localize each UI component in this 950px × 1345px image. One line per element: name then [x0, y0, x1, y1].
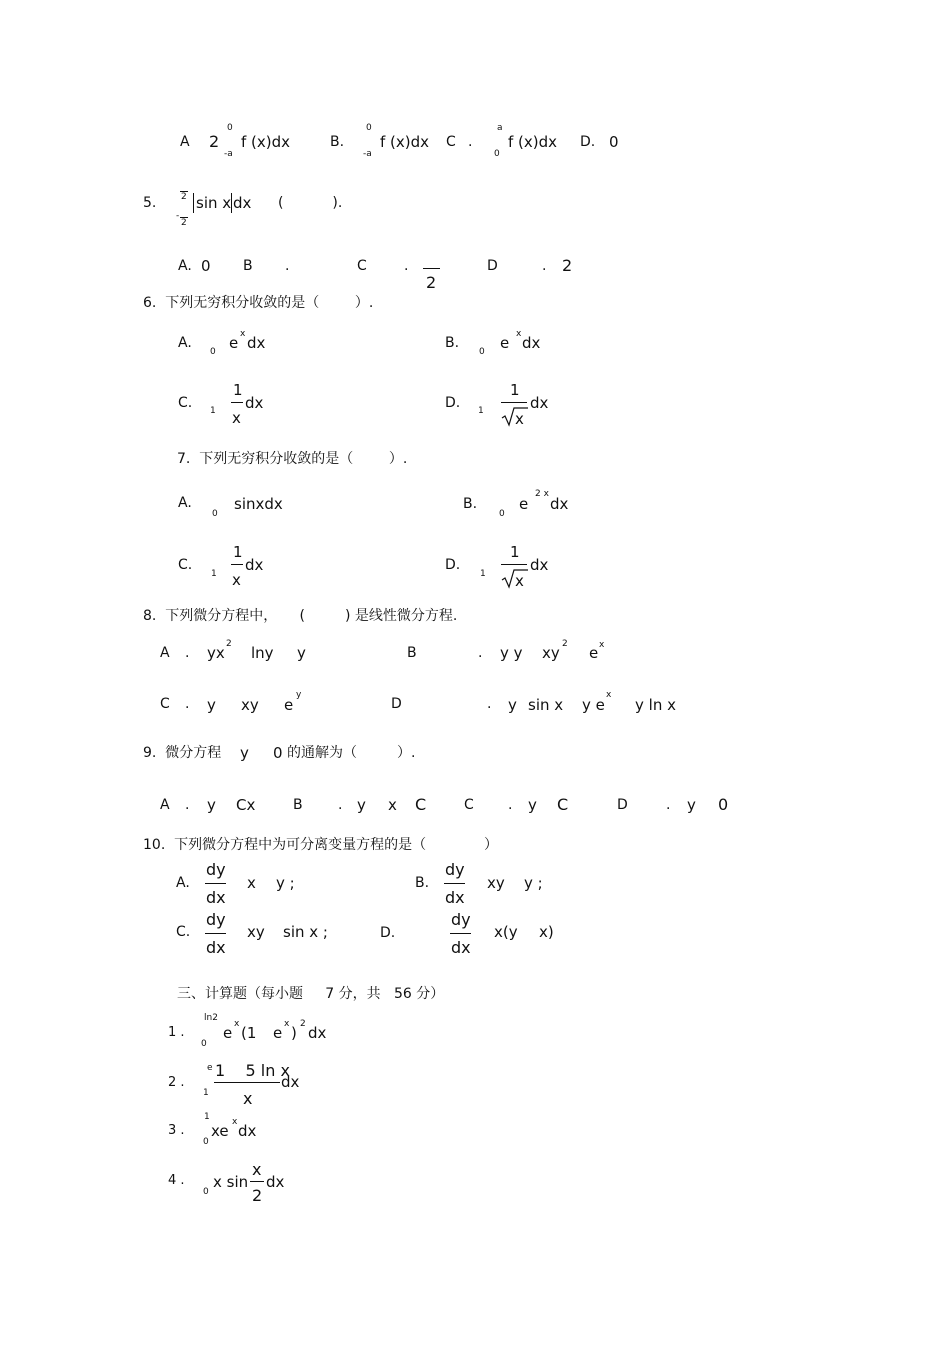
option-dot: . — [666, 797, 671, 813]
term: xy — [241, 696, 259, 714]
differential: dx — [245, 394, 264, 412]
lower-limit: 1 — [211, 569, 217, 579]
term: y — [207, 696, 216, 714]
fraction-numerator: 1 — [233, 381, 243, 399]
exponent: y — [296, 690, 302, 700]
lower-limit: 1 — [210, 406, 216, 416]
fraction-denominator: x — [232, 571, 241, 589]
term: lny — [251, 644, 274, 662]
lower-limit: 0 — [203, 1187, 209, 1197]
integrand: sinxdx — [234, 495, 283, 513]
answer-blank: ( ). — [278, 195, 343, 211]
radicand: x — [515, 572, 524, 590]
option-dot: . — [487, 696, 492, 712]
differential: dx — [530, 556, 549, 574]
option-label-d: D. — [445, 557, 461, 573]
section-title: 三、计算题（每小题 7 分，共 56 分） — [177, 986, 445, 1002]
lower-limit: 1 — [203, 1088, 209, 1098]
term: e — [223, 1024, 233, 1042]
option-label-d: D. — [445, 395, 461, 411]
term: e — [589, 644, 599, 662]
question-stem-tail: 的通解为（ ）. — [287, 745, 416, 761]
option-label-c: C — [446, 134, 456, 150]
lower-limit: 2 — [181, 218, 187, 228]
exponent: x — [516, 329, 522, 339]
option-label-a: A — [160, 797, 170, 813]
term: x(y — [494, 923, 518, 941]
fraction-numerator: 1 — [510, 381, 520, 399]
term: yx — [207, 644, 225, 662]
option-label-b: B — [407, 645, 417, 661]
exponent: x — [284, 1019, 290, 1029]
term: y — [687, 796, 696, 814]
question-stem: 6. 下列无穷积分收敛的是（ ）. — [143, 295, 374, 311]
abs-bar-right — [231, 193, 232, 213]
option-dot: . — [185, 797, 190, 813]
fraction-bar — [501, 402, 527, 403]
lower-limit: 0 — [499, 509, 505, 519]
term: y — [528, 796, 537, 814]
fraction-denominator: dx — [206, 888, 226, 907]
option-label-b: B — [243, 258, 253, 274]
term: e — [273, 1024, 283, 1042]
term: e — [284, 696, 294, 714]
fraction-numerator: 1 5 ln x — [215, 1061, 290, 1080]
fraction-denominator: x — [243, 1089, 253, 1108]
lower-limit-sign: - — [176, 211, 180, 221]
problem-number: 1 . — [168, 1025, 185, 1040]
differential: dx — [245, 556, 264, 574]
term: xy — [487, 874, 505, 892]
equation-term: 0 — [273, 744, 283, 762]
exponent: x — [606, 690, 612, 700]
option-label-d: D — [391, 696, 402, 712]
option-label-b: B. — [330, 134, 345, 150]
option-value: 2 — [562, 256, 573, 275]
option-dot: . — [508, 797, 513, 813]
option-label-c: C. — [178, 395, 193, 411]
option-label-d: D. — [380, 925, 396, 941]
option-value: 0 — [201, 257, 211, 275]
exponent: x — [232, 1117, 238, 1127]
integrand: sin x — [196, 194, 232, 212]
lower-limit: 0 — [212, 509, 218, 519]
option-dot: . — [185, 696, 190, 712]
fraction-denominator: dx — [206, 938, 226, 957]
differential: dx — [530, 394, 549, 412]
option-label-b: B. — [415, 875, 430, 891]
fraction-bar — [231, 564, 243, 565]
integrand: f (x)dx — [508, 133, 558, 151]
abs-bar-left — [193, 193, 194, 213]
term: Cx — [236, 796, 256, 814]
term: y — [207, 796, 216, 814]
fraction-denominator: dx — [451, 938, 471, 957]
fraction-bar — [205, 933, 226, 934]
lower-limit: 0 — [203, 1137, 209, 1147]
term: sin x ; — [283, 923, 328, 941]
option-dot: . — [285, 258, 290, 274]
differential: dx — [550, 495, 569, 513]
problem-number: 4 . — [168, 1173, 185, 1188]
upper-limit: 0 — [366, 123, 372, 133]
term: C — [415, 795, 427, 814]
term: y y — [500, 644, 523, 662]
fraction-denominator: 2 — [426, 273, 437, 292]
fraction-bar — [423, 268, 440, 269]
lower-limit: -a — [363, 149, 372, 159]
integrand: f (x)dx — [380, 133, 430, 151]
term: x) — [539, 923, 554, 941]
upper-limit: 0 — [227, 123, 233, 133]
fraction-numerator: dy — [206, 860, 226, 879]
option-label-a: A. — [176, 875, 190, 891]
upper-limit: ln2 — [204, 1013, 218, 1023]
question-stem: 9. 微分方程 — [143, 745, 222, 761]
option-label-b: B. — [445, 335, 460, 351]
option-dot: . — [404, 258, 409, 274]
option-dot: . — [338, 797, 343, 813]
option-label-b: B. — [463, 496, 478, 512]
option-label-b: B — [293, 797, 303, 813]
term: y e — [582, 696, 605, 714]
upper-limit: 2 — [181, 192, 187, 202]
base: e — [500, 334, 510, 352]
base: e — [229, 334, 239, 352]
lower-limit: 1 — [480, 569, 486, 579]
problem-number: 3 . — [168, 1123, 185, 1138]
question-stem: 10. 下列微分方程中为可分离变量方程的是（ ） — [143, 837, 499, 853]
fraction-bar — [231, 402, 243, 403]
differential: dx — [281, 1073, 300, 1091]
term: y ; — [524, 874, 543, 892]
question-number: 5. — [143, 195, 157, 211]
term: (1 — [241, 1024, 257, 1042]
fraction-bar — [444, 883, 465, 884]
exponent: 2 — [226, 639, 232, 649]
option-label-a: A — [180, 134, 190, 150]
upper-limit: 1 — [204, 1112, 210, 1122]
fraction-numerator: dy — [451, 910, 471, 929]
exponent: x — [240, 329, 246, 339]
option-label-a: A — [160, 645, 170, 661]
fraction-bar — [501, 564, 527, 565]
term: x — [388, 796, 397, 814]
upper-limit: a — [497, 123, 503, 133]
option-label-a: A. — [178, 335, 192, 351]
fraction-numerator: 1 — [233, 543, 243, 561]
term: sin x — [528, 696, 564, 714]
option-label-c: C. — [176, 924, 191, 940]
term: x — [247, 874, 256, 892]
differential: dx — [247, 334, 266, 352]
option-label-a: A. — [178, 258, 192, 274]
option-dot: . — [542, 258, 547, 274]
fraction-bar — [450, 933, 471, 934]
fraction-bar — [250, 1181, 264, 1182]
option-label-d: D — [487, 258, 498, 274]
equation-term: y — [240, 744, 249, 762]
differential: dx — [522, 334, 541, 352]
problem-number: 2 . — [168, 1075, 185, 1090]
lower-limit: 0 — [494, 149, 500, 159]
fraction-bar — [214, 1082, 280, 1083]
radicand: x — [515, 410, 524, 428]
term: y — [508, 696, 517, 714]
question-stem: 7. 下列无穷积分收敛的是（ ）. — [177, 451, 408, 467]
term: C — [557, 795, 569, 814]
term: ) — [291, 1024, 297, 1042]
lower-limit: 0 — [210, 347, 216, 357]
upper-limit: e — [207, 1063, 213, 1073]
exponent: 2 — [562, 639, 568, 649]
lower-limit: -a — [224, 149, 233, 159]
option-label-c: C — [464, 797, 474, 813]
exponent: x — [234, 1019, 240, 1029]
integrand: f (x)dx — [241, 133, 291, 151]
term: y ln x — [635, 696, 676, 714]
fraction-numerator: dy — [206, 910, 226, 929]
term: y — [357, 796, 366, 814]
fraction-numerator: dy — [445, 860, 465, 879]
option-label-d: D. — [580, 134, 596, 150]
differential: dx — [238, 1122, 257, 1140]
option-label-c: C — [357, 258, 367, 274]
differential: dx — [266, 1173, 285, 1191]
exponent: x — [599, 640, 605, 650]
term: x sin — [213, 1173, 249, 1191]
exponent: 2 — [300, 1019, 306, 1029]
fraction-denominator: 2 — [252, 1186, 263, 1205]
fraction-denominator: x — [232, 409, 241, 427]
option-label-c: C. — [178, 557, 193, 573]
exponent: 2 x — [535, 489, 549, 499]
lower-limit: 1 — [478, 406, 484, 416]
option-label-a: A. — [178, 495, 192, 511]
fraction-numerator: x — [252, 1160, 262, 1179]
term: y ; — [276, 874, 295, 892]
lower-limit: 0 — [479, 347, 485, 357]
option-label-d: D — [617, 797, 628, 813]
term: xy — [542, 644, 560, 662]
differential: dx — [308, 1024, 327, 1042]
option-dot: . — [478, 645, 483, 661]
question-stem: 8. 下列微分方程中， ( ) 是线性微分方程. — [143, 608, 458, 624]
option-dot: . — [185, 645, 190, 661]
fraction-bar — [205, 883, 226, 884]
base: e — [519, 495, 529, 513]
term: 0 — [718, 795, 729, 814]
option-value: 0 — [609, 133, 619, 151]
fraction-numerator: 1 — [510, 543, 520, 561]
fraction-denominator: dx — [445, 888, 465, 907]
lower-limit: 0 — [201, 1039, 207, 1049]
differential: dx — [233, 194, 252, 212]
term: xy — [247, 923, 265, 941]
term: xe — [211, 1122, 229, 1140]
term: y — [297, 644, 306, 662]
option-dot: . — [468, 134, 473, 150]
option-label-c: C — [160, 696, 170, 712]
coefficient: 2 — [209, 132, 220, 151]
